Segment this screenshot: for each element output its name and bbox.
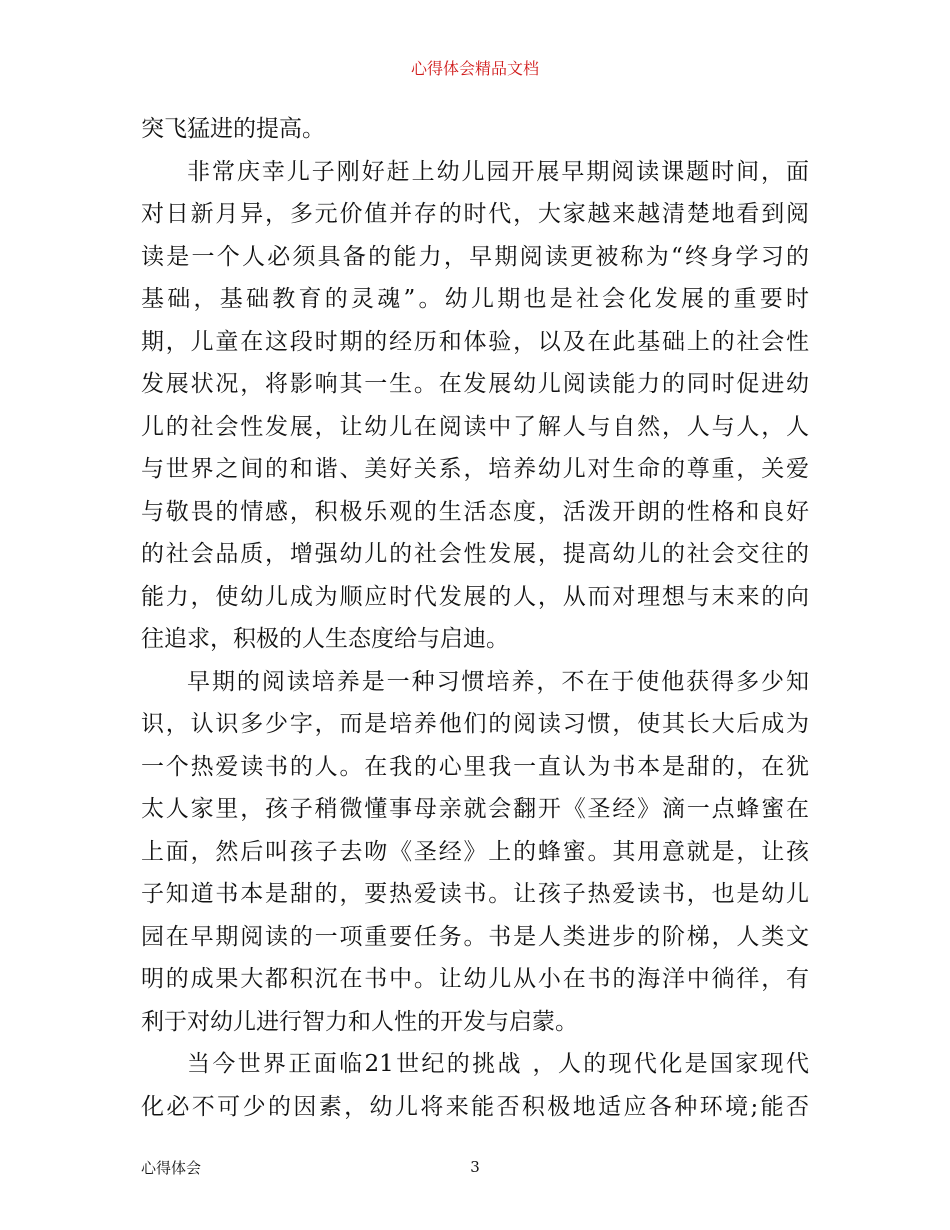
text-line: 与世界之间的和谐、美好关系，培养幼儿对生命的尊重，关爱 (141, 456, 809, 482)
text-line: 明的成果大都积沉在书中。让幼儿从小在书的海洋中徜徉，有 (141, 966, 809, 992)
text-line: 与敬畏的情感，积极乐观的生活态度，活泼开朗的性格和良好 (141, 498, 809, 525)
text-line: 化必不可少的因素，幼儿将来能否积极地适应各种环境;能否 (141, 1093, 809, 1120)
text-line: 非常庆幸儿子刚好赶上幼儿园开展早期阅读课题时间，面 (187, 158, 809, 185)
text-line: 对日新月异，多元价值并存的时代，大家越来越清楚地看到阅 (141, 201, 809, 227)
text-line: 上面，然后叫孩子去吻《圣经》上的蜂蜜。其用意就是，让孩 (141, 838, 809, 865)
text-line: 早期的阅读培养是一种习惯培养，不在于使他获得多少知 (187, 668, 809, 695)
text-line: 儿的社会性发展，让幼儿在阅读中了解人与自然，人与人，人 (141, 413, 809, 440)
text-line: 读是一个人必须具备的能力，早期阅读更被称为“终身学习的 (141, 243, 809, 270)
text-line: 突飞猛进的提高。 (141, 116, 325, 142)
text-line: 一个热爱读书的人。在我的心里我一直认为书本是甜的，在犹 (141, 753, 809, 780)
text-line: 往追求，积极的人生态度给与启迪。 (141, 626, 509, 652)
text-line: 太人家里，孩子稍微懂事母亲就会翻开《圣经》滴一点蜂蜜在 (141, 796, 809, 822)
text-line: 发展状况，将影响其一生。在发展幼儿阅读能力的同时促进幼 (141, 371, 809, 397)
text-line: 当今世界正面临21世纪的挑战 ，人的现代化是国家现代 (187, 1051, 809, 1077)
text-line: 园在早期阅读的一项重要任务。书是人类进步的阶梯，人类文 (141, 923, 809, 950)
text-line: 的社会品质，增强幼儿的社会性发展，提高幼儿的社会交往的 (141, 541, 809, 567)
footer-label: 心得体会 (141, 1159, 202, 1177)
text-line: 子知道书本是甜的，要热爱读书。让孩子热爱读书，也是幼儿 (141, 881, 809, 907)
text-line: 基础，基础教育的灵魂”。幼儿期也是社会化发展的重要时 (141, 286, 809, 312)
text-line: 期，儿童在这段时期的经历和体验，以及在此基础上的社会性 (141, 328, 809, 355)
text-line: 能力，使幼儿成为顺应时代发展的人，从而对理想与末来的向 (141, 583, 809, 610)
page-number: 3 (470, 1158, 480, 1176)
header-title: 心得体会精品文档 (410, 59, 539, 78)
body-text (141, 108, 809, 1128)
text-line: 识，认识多少字，而是培养他们的阅读习惯，使其长大后成为 (141, 711, 809, 737)
text-line: 利于对幼儿进行智力和人性的开发与启蒙。 (141, 1008, 578, 1035)
